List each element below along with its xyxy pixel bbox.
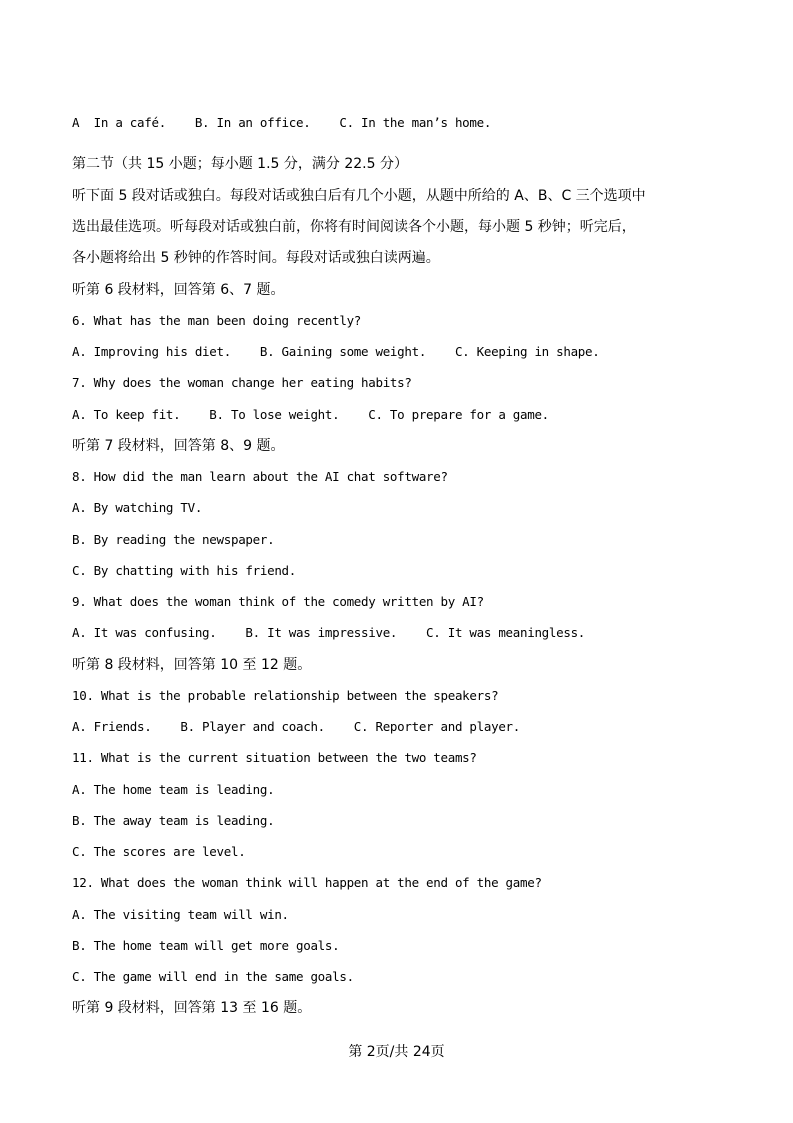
question-11-option-a: A. The home team is leading. bbox=[72, 782, 275, 797]
question-8-option-c: C. By chatting with his friend. bbox=[72, 563, 296, 578]
question-8-option-a: A. By watching TV. bbox=[72, 500, 203, 515]
section-heading: 第二节（共 15 小题；每小题 1.5 分，满分 22.5 分） bbox=[72, 156, 408, 172]
instruction-line-3: 各小题将给出 5 秒钟的作答时间。每段对话或独白读两遍。 bbox=[72, 250, 440, 266]
question-9: 9. What does the woman think of the comedy written by AI? bbox=[72, 594, 484, 609]
page-footer: 第 2页/共 24页 bbox=[348, 1044, 445, 1060]
instruction-line-1: 听下面 5 段对话或独白。每段对话或独白后有几个小题，从题中所给的 A、B、C 三个选项中 bbox=[72, 188, 646, 204]
question-12-option-c: C. The game will end in the same goals. bbox=[72, 969, 354, 984]
question-6: 6. What has the man been doing recently? bbox=[72, 313, 362, 328]
question-7-options: A. To keep fit. B. To lose weight. C. To prepare for a game. bbox=[72, 407, 549, 422]
question-8-option-b: B. By reading the newspaper. bbox=[72, 532, 275, 547]
question-10: 10. What is the probable relationship between the speakers? bbox=[72, 688, 499, 703]
question-8: 8. How did the man learn about the AI chat software? bbox=[72, 469, 448, 484]
q5-options: A In a café. B. In an office. C. In the man’s home. bbox=[72, 115, 492, 130]
question-6-options: A. Improving his diet. B. Gaining some weight. C. Keeping in shape. bbox=[72, 344, 600, 359]
material-8-heading: 听第 8 段材料，回答第 10 至 12 题。 bbox=[72, 657, 312, 673]
question-12-option-b: B. The home team will get more goals. bbox=[72, 938, 340, 953]
question-9-options: A. It was confusing. B. It was impressive. C. It was meaningless. bbox=[72, 625, 586, 640]
question-11: 11. What is the current situation between the two teams? bbox=[72, 750, 477, 765]
material-7-heading: 听第 7 段材料，回答第 8、9 题。 bbox=[72, 438, 285, 454]
question-12: 12. What does the woman think will happen at the end of the game? bbox=[72, 875, 542, 890]
instruction-line-2: 选出最佳选项。听每段对话或独白前，你将有时间阅读各个小题，每小题 5 秒钟；听完后， bbox=[72, 219, 636, 235]
question-7: 7. Why does the woman change her eating habits? bbox=[72, 375, 412, 390]
question-12-option-a: A. The visiting team will win. bbox=[72, 907, 289, 922]
question-11-option-b: B. The away team is leading. bbox=[72, 813, 275, 828]
question-11-option-c: C. The scores are level. bbox=[72, 844, 246, 859]
question-10-options: A. Friends. B. Player and coach. C. Reporter and player. bbox=[72, 719, 520, 734]
material-9-heading: 听第 9 段材料，回答第 13 至 16 题。 bbox=[72, 1000, 312, 1016]
material-6-heading: 听第 6 段材料，回答第 6、7 题。 bbox=[72, 282, 285, 298]
